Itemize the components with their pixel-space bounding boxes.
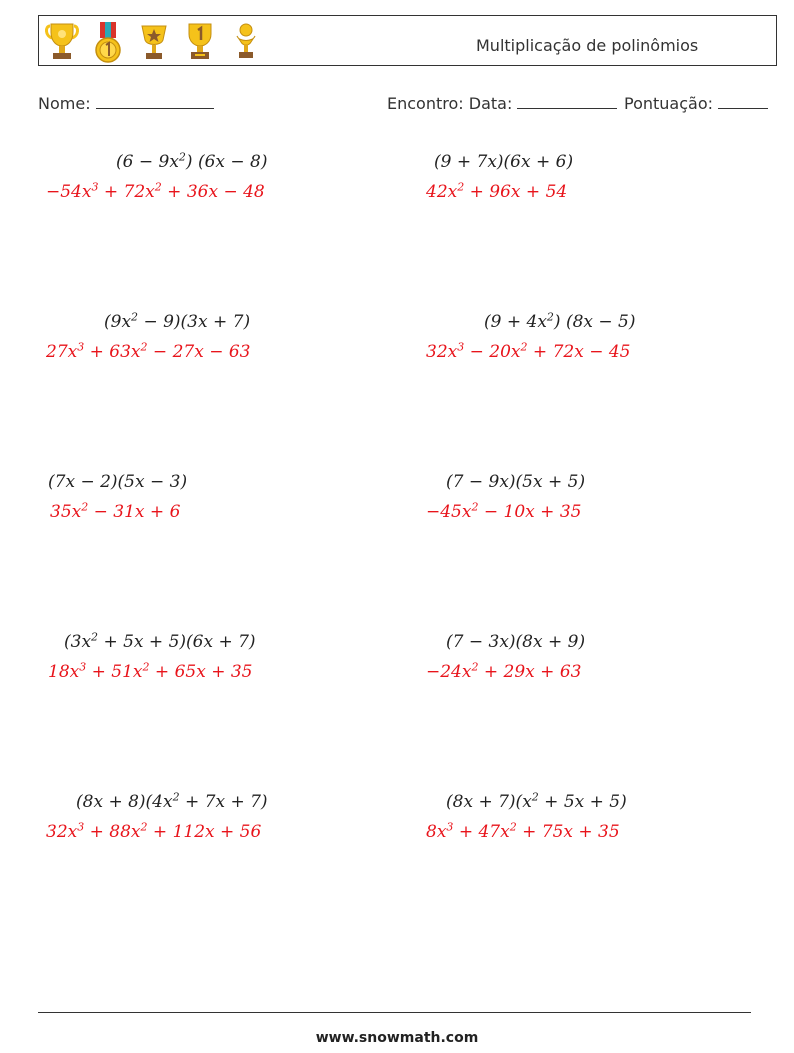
problem-answer: $-45x^2 - 10x + 35$ xyxy=(426,500,582,522)
problem-question: (9 + 7x)(6x + 6) xyxy=(434,152,574,172)
name-field xyxy=(38,94,214,113)
problem-8-answer xyxy=(426,662,581,682)
problem-question: $(8x + 7)(x^2 + 5x + 5)$ xyxy=(446,790,627,812)
problem-answer: $-54x^3 + 72x^2 + 36x - 48$ xyxy=(46,180,265,202)
medal-icon xyxy=(89,20,127,64)
problem-1-answer xyxy=(46,182,265,202)
problem-1 xyxy=(116,152,268,172)
problem-5-answer xyxy=(50,502,180,522)
problem-8 xyxy=(446,632,585,652)
problem-answer: $35x^2 - 31x + 6$ xyxy=(50,500,181,522)
problem-5 xyxy=(48,472,187,492)
problem-7-answer xyxy=(48,662,252,682)
meeting-date-field xyxy=(387,94,617,113)
problem-7 xyxy=(64,632,256,652)
problem-question: $(8x + 8)(4x^2 + 7x + 7)$ xyxy=(76,790,268,812)
problem-9 xyxy=(76,792,268,812)
score-blank[interactable] xyxy=(718,94,768,109)
number-one-trophy-icon xyxy=(181,20,219,64)
score-field xyxy=(624,94,768,113)
problem-answer: $32x^3 - 20x^2 + 72x - 45$ xyxy=(426,340,631,362)
problem-4 xyxy=(484,312,636,332)
problem-4-answer xyxy=(426,342,630,362)
score-label: Pontuação: xyxy=(624,94,714,113)
problem-question: $(6 - 9x^2)$ (6x − 8) xyxy=(116,150,268,172)
problem-question: $(3x^2 + 5x + 5)(6x + 7)$ xyxy=(64,630,256,652)
problem-3-answer xyxy=(46,342,250,362)
problem-question: $(9 + 4x^2)$ (8x − 5) xyxy=(484,310,636,332)
meeting-label: Encontro: xyxy=(387,94,464,113)
problem-question: (7 − 3x)(8x + 9) xyxy=(446,632,586,652)
problem-10 xyxy=(446,792,627,812)
footer-url[interactable]: www.snowmath.com xyxy=(315,1030,479,1046)
worksheet-header xyxy=(38,15,777,66)
award-ribbon-icon xyxy=(227,20,265,64)
worksheet-title: Multiplicação de polinômios xyxy=(476,36,699,55)
problem-10-answer xyxy=(426,822,620,842)
problem-answer: $27x^3 + 63x^2 - 27x - 63$ xyxy=(46,340,251,362)
problem-9-answer xyxy=(46,822,261,842)
problem-6-answer xyxy=(426,502,581,522)
problem-answer: $32x^3 + 88x^2 + 112x + 56$ xyxy=(46,820,262,842)
problem-6 xyxy=(446,472,585,492)
problem-3 xyxy=(104,312,250,332)
problem-answer: $8x^3 + 47x^2 + 75x + 35$ xyxy=(426,820,620,842)
footer-divider xyxy=(38,1012,751,1013)
problem-2 xyxy=(434,152,573,172)
name-blank[interactable] xyxy=(96,94,214,109)
trophy-icons xyxy=(43,20,265,64)
trophy-cup-icon xyxy=(43,20,81,64)
problem-2-answer xyxy=(426,182,567,202)
problem-question: (7 − 9x)(5x + 5) xyxy=(446,472,586,492)
problem-question: $(9x^2 - 9)(3x + 7)$ xyxy=(104,310,251,332)
date-blank[interactable] xyxy=(517,94,617,109)
star-trophy-icon xyxy=(135,20,173,64)
problem-answer: $42x^2 + 96x + 54$ xyxy=(426,180,568,202)
problem-question: (7x − 2)(5x − 3) xyxy=(48,472,188,492)
date-label: Data: xyxy=(468,94,513,113)
problem-answer: $-24x^2 + 29x + 63$ xyxy=(426,660,582,682)
problem-answer: $18x^3 + 51x^2 + 65x + 35$ xyxy=(48,660,253,682)
name-label: Nome: xyxy=(38,94,91,113)
